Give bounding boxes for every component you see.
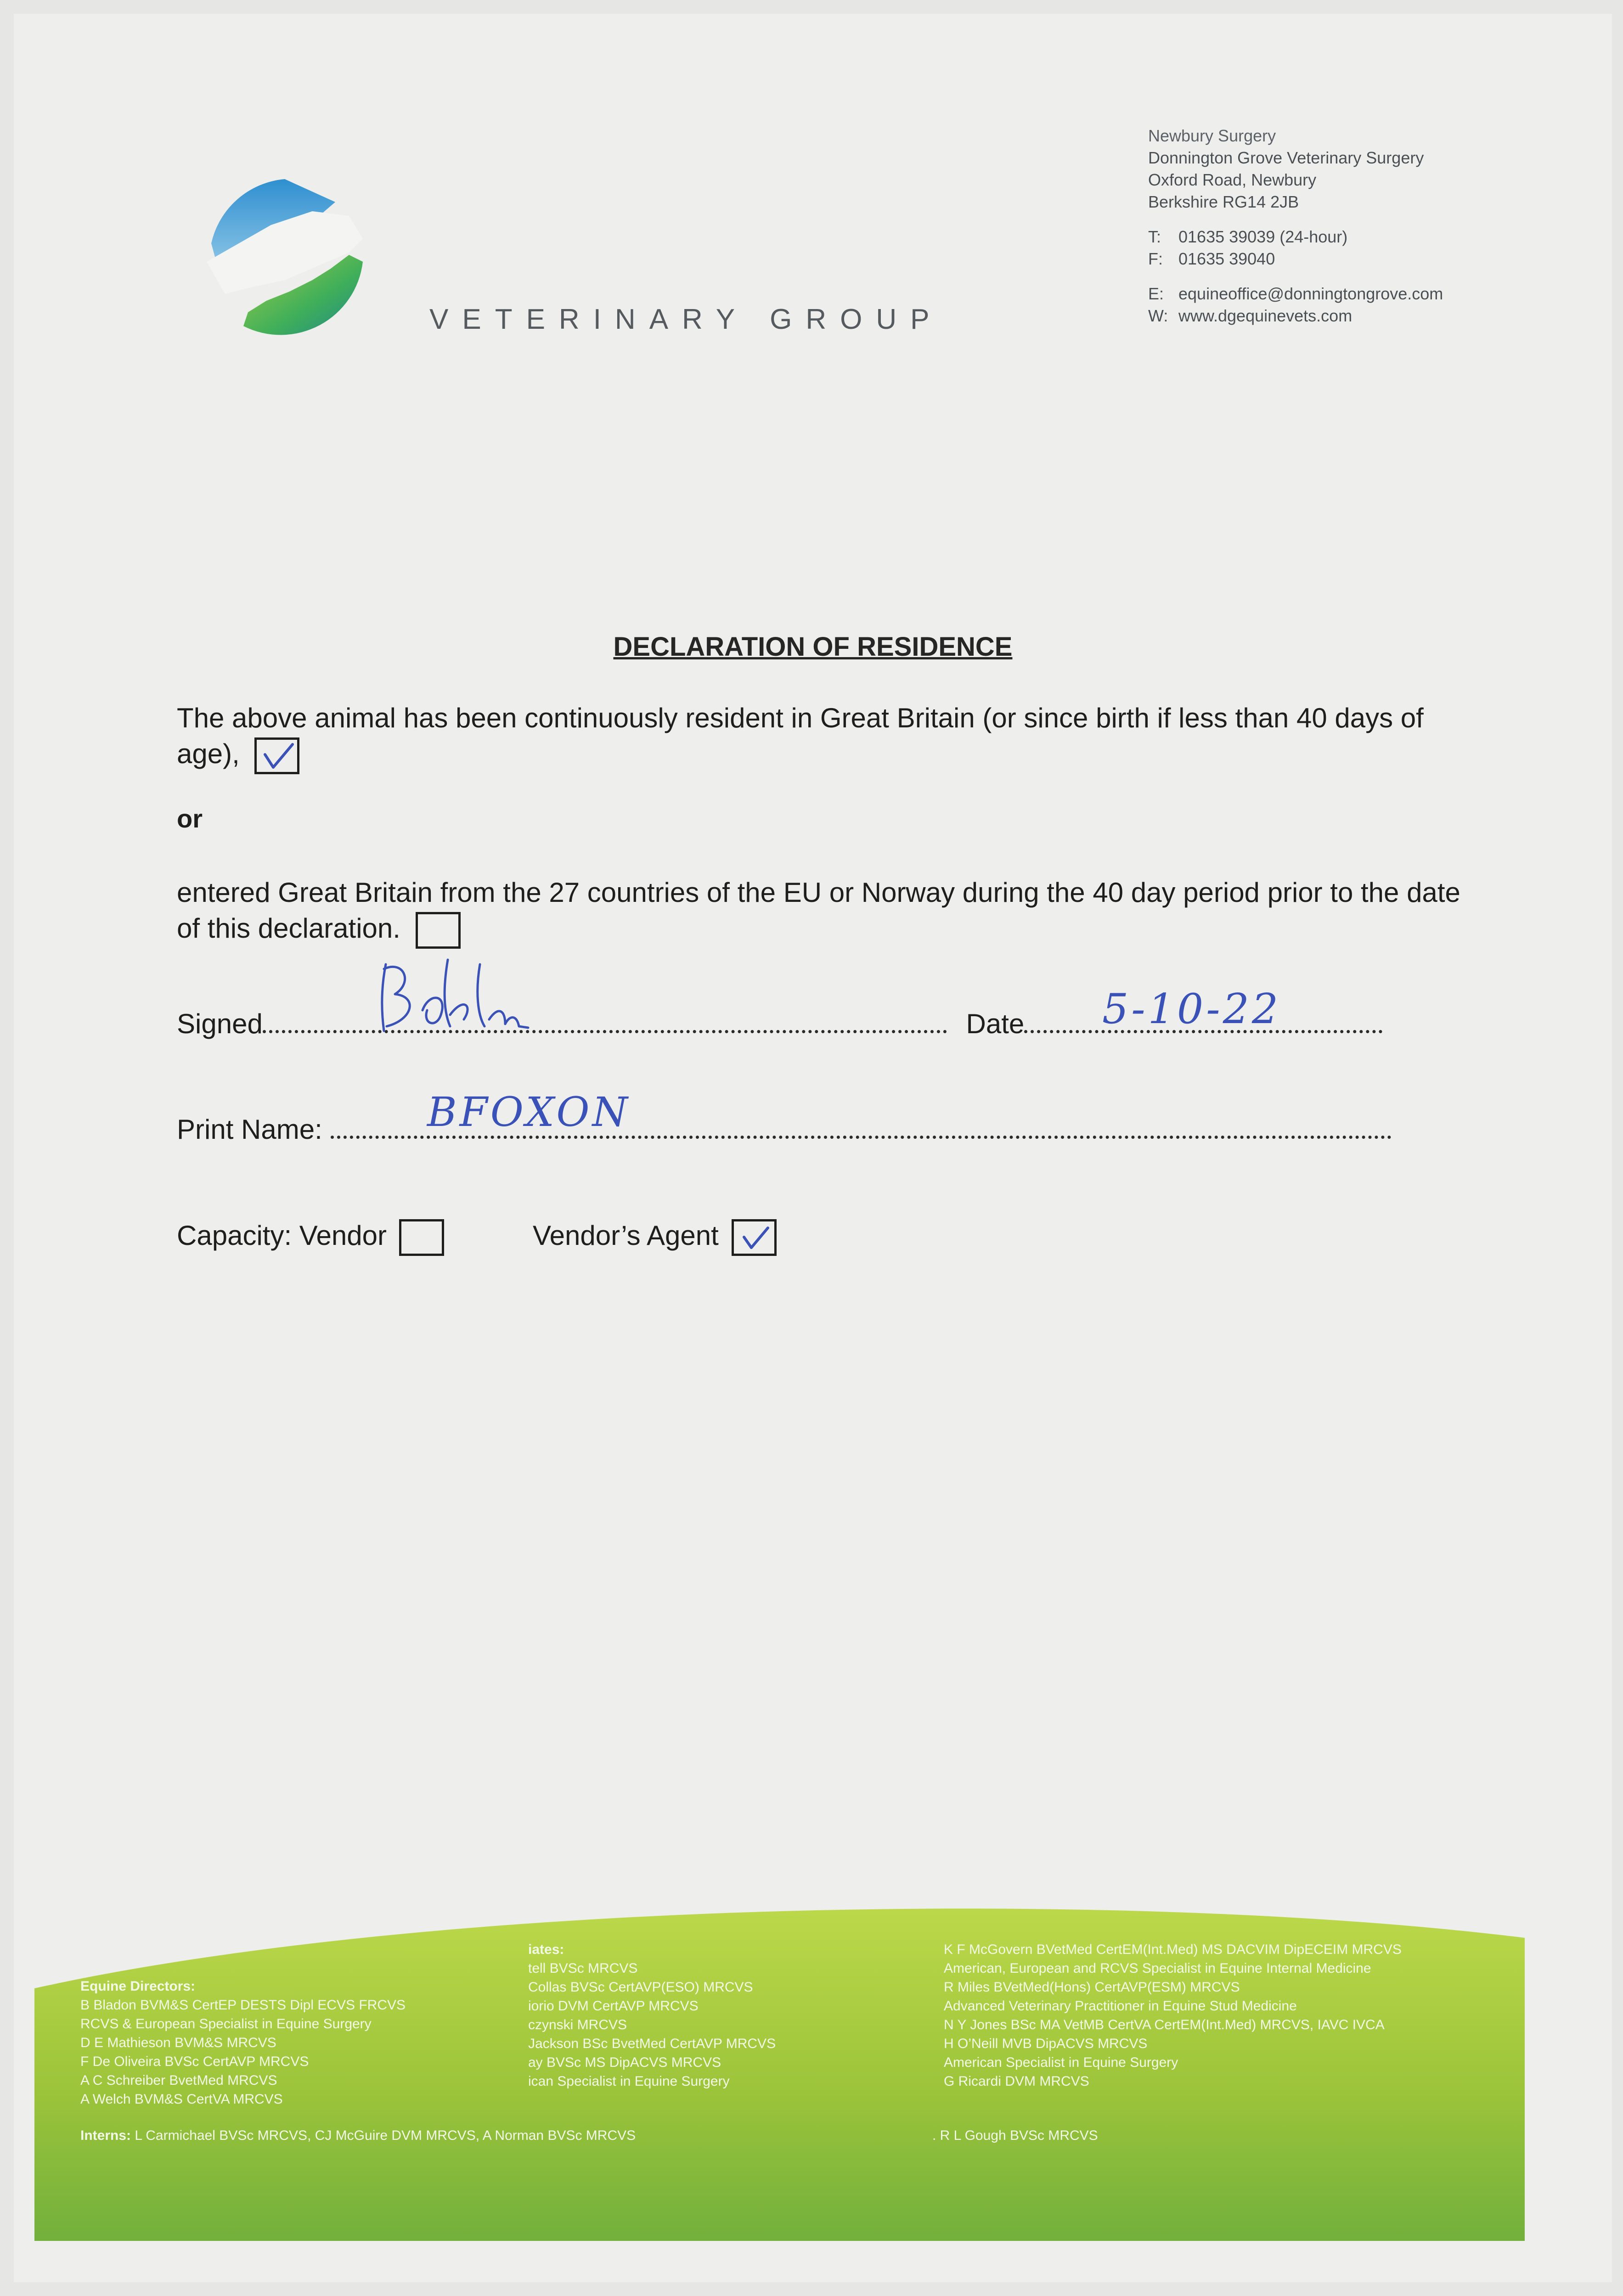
vendors-agent-label: Vendor’s Agent (532, 1220, 719, 1251)
entered-checkbox[interactable] (416, 912, 461, 949)
address-line: Berkshire RG14 2JB (1148, 192, 1299, 211)
interns-line: Interns: L Carmichael BVSc MRCVS, CJ McGuire DVM MRCVS, A Norman BVSc MRCVS (80, 2128, 636, 2143)
email-line: E: equineoffice@donningtongrove.com (1148, 284, 1443, 303)
capacity-row (177, 1219, 777, 1256)
website-line: W: www.dgequinevets.com (1148, 306, 1352, 325)
footer-band (14, 1892, 1612, 2282)
signature-line[interactable] (263, 1027, 947, 1033)
vendor-checkbox[interactable] (399, 1219, 444, 1256)
handwritten-signature (367, 951, 588, 1042)
address-line: Oxford Road, Newbury (1148, 170, 1317, 189)
specialists-column: K F McGovern BVetMed CertEM(Int.Med) MS DACVIM DipECEIM MRCVS American, European and RCVS Specialist in Equine Internal Medicine R Miles BVetMed(Hons) CertAVP(ESM) MRCVS Advanced Veterinary Practitioner in Equine Stud Medicine N Y Jones BSc MA VetMB CertVA CertEM(Int.Med) MRCVS, IAVC IVCA H O’Neill MVB DipACVS MRCVS American Specialist in Equine Surgery G Ricardi DVM MRCVS (944, 1942, 1402, 2089)
residence-text: The above animal has been continuously resident in Great Britain (or since birth if less than 40 days of age), (177, 703, 1424, 769)
document-page (14, 14, 1612, 2282)
capacity-label: Capacity: Vendor (177, 1220, 387, 1251)
print-name-row (177, 1114, 1392, 1145)
interns-line-right: . R L Gough BVSc MRCVS (932, 2128, 1098, 2143)
entry-statement (177, 875, 1463, 949)
handwritten-name: BFOXON (427, 1088, 631, 1136)
residence-statement (177, 700, 1463, 774)
address-line: Newbury Surgery (1148, 126, 1276, 145)
fax-line: F: 01635 39040 (1148, 249, 1275, 268)
handwritten-date: 5-10-22 (1102, 985, 1281, 1033)
entry-text: entered Great Britain from the 27 countries of the EU or Norway during the 40 day period prior to the date of this declaration. (177, 877, 1460, 944)
associates-column: iates: tell BVSc MRCVS Collas BVSc CertAVP(ESO) MRCVS iorio DVM CertAVP MRCVS czynski MRCVS Jackson BSc BvetMed CertAVP MRCVS ay BVSc MS DipACVS MRCVS ican Specialist in Equine Surgery (528, 1942, 776, 2089)
address-line: Donnington Grove Veterinary Surgery (1148, 148, 1424, 167)
group-name: VETERINARY GROUP (429, 304, 943, 335)
resident-checkbox[interactable] (254, 737, 299, 774)
phone-line: T: 01635 39039 (24-hour) (1148, 227, 1348, 246)
or-label: or (177, 804, 203, 833)
directors-column: Equine Directors: B Bladon BVM&S CertEP DESTS Dipl ECVS FRCVS RCVS & European Specialist in Equine Surgery D E Mathieson BVM&S MRCVS F De Oliveira BVSc CertAVP MRCVS A C Schreiber BvetMed MRCVS A Welch BVM&S CertVA MRCVS (80, 1979, 406, 2107)
signed-label: Signed (177, 1008, 263, 1039)
print-name-label: Print Name: (177, 1114, 322, 1145)
checkmark-icon (259, 741, 298, 773)
declaration-heading: DECLARATION OF RESIDENCE (613, 632, 1013, 662)
address-block (1148, 125, 1443, 327)
veterinary-group-logo (197, 174, 372, 349)
vendors-agent-checkbox[interactable] (732, 1219, 777, 1256)
checkmark-icon (736, 1222, 775, 1255)
date-label: Date (966, 1008, 1025, 1039)
